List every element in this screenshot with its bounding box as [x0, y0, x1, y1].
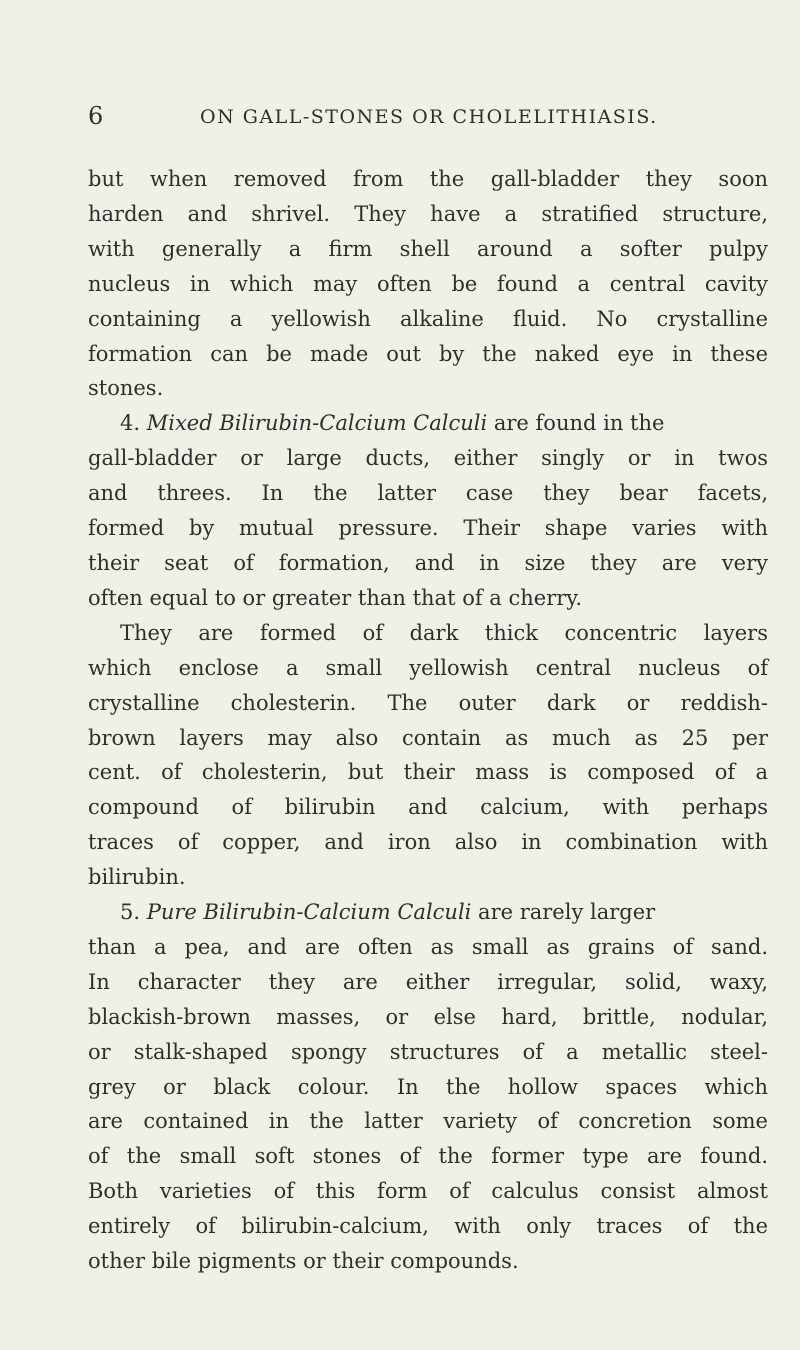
running-title: ON GALL-STONES OR CHOLELITHIASIS.	[200, 106, 658, 128]
text-line: stones.	[88, 376, 164, 401]
paragraph	[88, 895, 768, 1279]
paragraph	[88, 162, 768, 406]
section-heading-line	[88, 406, 768, 441]
section-text: are rarely larger	[471, 900, 656, 925]
page-number: 6	[88, 102, 104, 130]
text-line: or stalk-shaped spongy structures of a metallic steel-	[88, 1039, 768, 1064]
paragraph	[88, 616, 768, 895]
text-line: with generally a firm shell around a softer pulpy	[88, 236, 768, 261]
text-line: compound of bilirubin and calcium, with perhaps	[88, 795, 768, 820]
text-line: formation can be made out by the naked eye in these	[88, 341, 768, 366]
text-line: than a pea, and are often as small as grains of sand.	[88, 934, 768, 959]
section-number: 5.	[120, 900, 141, 925]
text-line: often equal to or greater than that of a cherry.	[88, 585, 583, 610]
text-line: formed by mutual pressure. Their shape varies with	[88, 516, 768, 541]
text-line: their seat of formation, and in size they are very	[88, 550, 768, 575]
text-line: are contained in the latter variety of concretion some	[88, 1109, 768, 1134]
text-line: harden and shrivel. They have a stratified structure,	[88, 201, 768, 226]
text-line: They are formed of dark thick concentric layers	[120, 620, 768, 645]
section-title: Pure Bilirubin-Calcium Calculi	[146, 900, 472, 925]
text-line: traces of copper, and iron also in combination with	[88, 830, 768, 855]
text-line: of the small soft stones of the former type are found.	[88, 1144, 768, 1169]
section-number: 4.	[120, 411, 141, 436]
text-line: other bile pigments or their compounds.	[88, 1249, 519, 1274]
text-line: brown layers may also contain as much as 25 per	[88, 725, 768, 750]
text-line: Both varieties of this form of calculus consist almost	[88, 1179, 768, 1204]
text-line: blackish-brown masses, or else hard, brittle, nodular,	[88, 1004, 768, 1029]
text-line: nucleus in which may often be found a central cavity	[88, 271, 768, 296]
text-line: crystalline cholesterin. The outer dark or reddish-	[88, 690, 768, 715]
text-line: In character they are either irregular, solid, waxy,	[88, 969, 768, 994]
text-line: gall-bladder or large ducts, either singly or in twos	[88, 446, 768, 471]
section-heading-line	[88, 895, 768, 930]
page-header	[88, 102, 768, 142]
text-line: cent. of cholesterin, but their mass is composed of a	[88, 760, 768, 785]
paragraph	[88, 406, 768, 615]
text-line: and threes. In the latter case they bear facets,	[88, 481, 768, 506]
body-text	[88, 162, 768, 1279]
section-title: Mixed Bilirubin-Calcium Calculi	[146, 411, 488, 436]
text-line: but when removed from the gall-bladder they soon	[88, 167, 768, 191]
text-line: entirely of bilirubin-calcium, with only traces of the	[88, 1214, 768, 1239]
text-line: grey or black colour. In the hollow spaces which	[88, 1074, 768, 1099]
text-line: bilirubin.	[88, 865, 186, 890]
section-text: are found in the	[487, 411, 665, 436]
text-line: containing a yellowish alkaline fluid. No crystalline	[88, 306, 768, 331]
text-line: which enclose a small yellowish central nucleus of	[88, 655, 768, 680]
